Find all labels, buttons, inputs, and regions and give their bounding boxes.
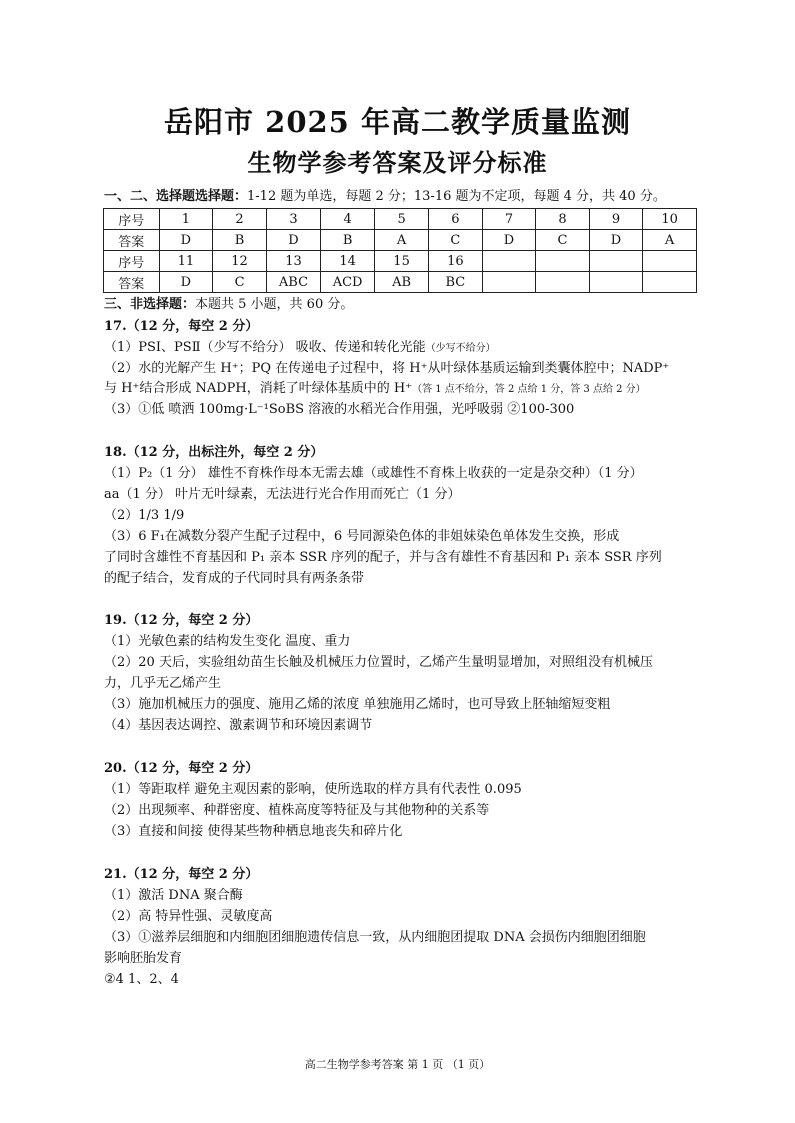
table-cell: A (643, 230, 697, 251)
table-cell (589, 251, 642, 272)
table-cell: 4 (321, 209, 375, 230)
section2-heading (104, 296, 704, 314)
answer-table (103, 208, 697, 293)
table-cell: D (159, 230, 213, 251)
q17-line1-note: （少写不给分） (425, 343, 496, 354)
q19-line2: （2）20 天后，实验组幼苗生长触及机械压力位置时，乙烯产生量明显增加，对照组没有机械压 (104, 655, 653, 670)
q17-line3-text: 与 H⁺结合形成 NADPH，消耗了叶绿体基质中的 H⁺ (104, 381, 413, 396)
table-cell: B (213, 230, 267, 251)
table-cell: 1 (159, 209, 213, 230)
table-cell: C (536, 230, 589, 251)
q18-line2: aa（1 分） 叶片无叶绿素，无法进行光合作用而死亡（1 分） (104, 487, 461, 502)
table-cell: D (266, 230, 320, 251)
page-title: 岳阳市 2025 年高二教学质量监测 (164, 105, 631, 139)
table-cell: 13 (266, 251, 320, 272)
table-row-label: 答案 (104, 230, 160, 251)
q20-line2: （2）出现频率、种群密度、植株高度等特征及与其他物种的关系等 (104, 803, 490, 818)
q17-line1 (104, 339, 704, 358)
table-row (104, 209, 697, 230)
table-cell: BC (428, 272, 482, 293)
q19-line5: （4）基因表达调控、激素调节和环境因素调节 (104, 718, 373, 733)
q21-line3: （3）①滋养层细胞和内细胞团细胞遗传信息一致，从内细胞团提取 DNA 会损伤内细胞团细胞 (104, 930, 646, 945)
table-row (104, 272, 697, 293)
table-row (104, 251, 697, 272)
table-cell: 2 (213, 209, 267, 230)
table-cell: 12 (213, 251, 267, 272)
page-footer: 高二生物学参考答案 第 1 页 （1 页） (304, 1058, 491, 1071)
table-cell: 10 (643, 209, 697, 230)
table-cell: C (428, 230, 482, 251)
q17-line3-note: （答 1 点不给分，答 2 点给 1 分，答 3 点给 2 分） (412, 384, 646, 395)
q21-line1: （1）激活 DNA 聚合酶 (104, 888, 243, 903)
page-subtitle: 生物学参考答案及评分标准 (247, 148, 548, 177)
table-cell: 5 (375, 209, 429, 230)
q18-line3: （2）1/3 1/9 (104, 508, 185, 523)
table-row-label: 序号 (104, 209, 160, 230)
q21-line4: 影响胚胎发育 (104, 951, 183, 966)
table-cell: C (213, 272, 267, 293)
q21-line2: （2）高 特异性强、灵敏度高 (104, 909, 273, 924)
table-cell: 7 (482, 209, 535, 230)
table-cell: A (375, 230, 429, 251)
section1-heading (104, 188, 704, 206)
section2-title: 三、非选择题： (104, 297, 196, 312)
q19-line3: 力，几乎无乙烯产生 (104, 676, 222, 691)
q20-line3: （3）直接和间接 使得某些物种栖息地丧失和碎片化 (104, 824, 403, 839)
q17-line1-text: （1）PSⅠ、PSⅡ（少写不给分） 吸收、传递和转化光能 (104, 340, 426, 355)
table-row-label: 答案 (104, 272, 160, 293)
table-cell: 14 (321, 251, 375, 272)
table-cell: 3 (266, 209, 320, 230)
table-cell: 9 (589, 209, 642, 230)
q19-line4: （3）施加机械压力的强度、施用乙烯的浓度 单独施用乙烯时，也可导致上胚轴缩短变粗 (104, 697, 611, 712)
table-cell: D (589, 230, 642, 251)
q19-line1: （1）光敏色素的结构发生变化 温度、重力 (104, 634, 351, 649)
table-cell: AB (375, 272, 429, 293)
table-cell: B (321, 230, 375, 251)
table-cell: 11 (159, 251, 213, 272)
table-cell (643, 272, 697, 293)
table-cell (643, 251, 697, 272)
table-cell: 16 (428, 251, 482, 272)
q18-line6: 的配子结合，发育成的子代同时具有两条条带 (104, 571, 365, 586)
table-cell (536, 272, 589, 293)
table-cell: 8 (536, 209, 589, 230)
table-row (104, 230, 697, 251)
table-cell: D (482, 230, 535, 251)
table-cell (482, 251, 535, 272)
q21-line5: ②4 1、2、4 (104, 972, 179, 987)
q17-heading: 17.（12 分，每空 2 分） (104, 319, 259, 334)
section1-title: 一、二、选择题选择题： (104, 189, 248, 204)
q17-line2: （2）水的光解产生 H⁺；PQ 在传递电子过程中，将 H⁺从叶绿体基质运输到类囊体腔中；NADP⁺ (104, 361, 670, 376)
q18-heading: 18.（12 分，出标注外，每空 2 分） (104, 445, 324, 460)
table-cell (589, 272, 642, 293)
table-cell (482, 272, 535, 293)
q20-heading: 20.（12 分，每空 2 分） (104, 761, 259, 776)
table-cell: 6 (428, 209, 482, 230)
q17-line3 (104, 380, 704, 399)
q18-line1: （1）P₂（1 分） 雄性不育株作母本无需去雄（或雄性不育株上收获的一定是杂交种）（1 分） (104, 466, 643, 481)
q17-line4: （3）①低 喷洒 100mg·L⁻¹SoBS 溶液的水稻光合作用强，光呼吸弱 ②100-300 (104, 402, 575, 417)
section1-desc: 1-12 题为单选，每题 2 分；13-16 题为不定项，每题 4 分，共 40 分。 (247, 189, 666, 204)
table-cell (536, 251, 589, 272)
q20-line1: （1）等距取样 避免主观因素的影响，使所选取的样方具有代表性 0.095 (104, 782, 522, 797)
table-row-label: 序号 (104, 251, 160, 272)
q18-line5: 了同时含雄性不育基因和 P₁ 亲本 SSR 序列的配子，并与含有雄性不育基因和 P₁ 亲本 SSR 序列 (104, 550, 662, 565)
table-cell: ABC (266, 272, 320, 293)
table-cell: D (159, 272, 213, 293)
table-cell: 15 (375, 251, 429, 272)
table-cell: ACD (321, 272, 375, 293)
q21-heading: 21.（12 分，每空 2 分） (104, 867, 259, 882)
section2-desc: 本题共 5 小题，共 60 分。 (195, 297, 354, 312)
q18-line4: （3）6 F₁在减数分裂产生配子过程中，6 号同源染色体的非姐妹染色单体发生交换，形成 (104, 529, 620, 544)
q19-heading: 19.（12 分，每空 2 分） (104, 613, 259, 628)
